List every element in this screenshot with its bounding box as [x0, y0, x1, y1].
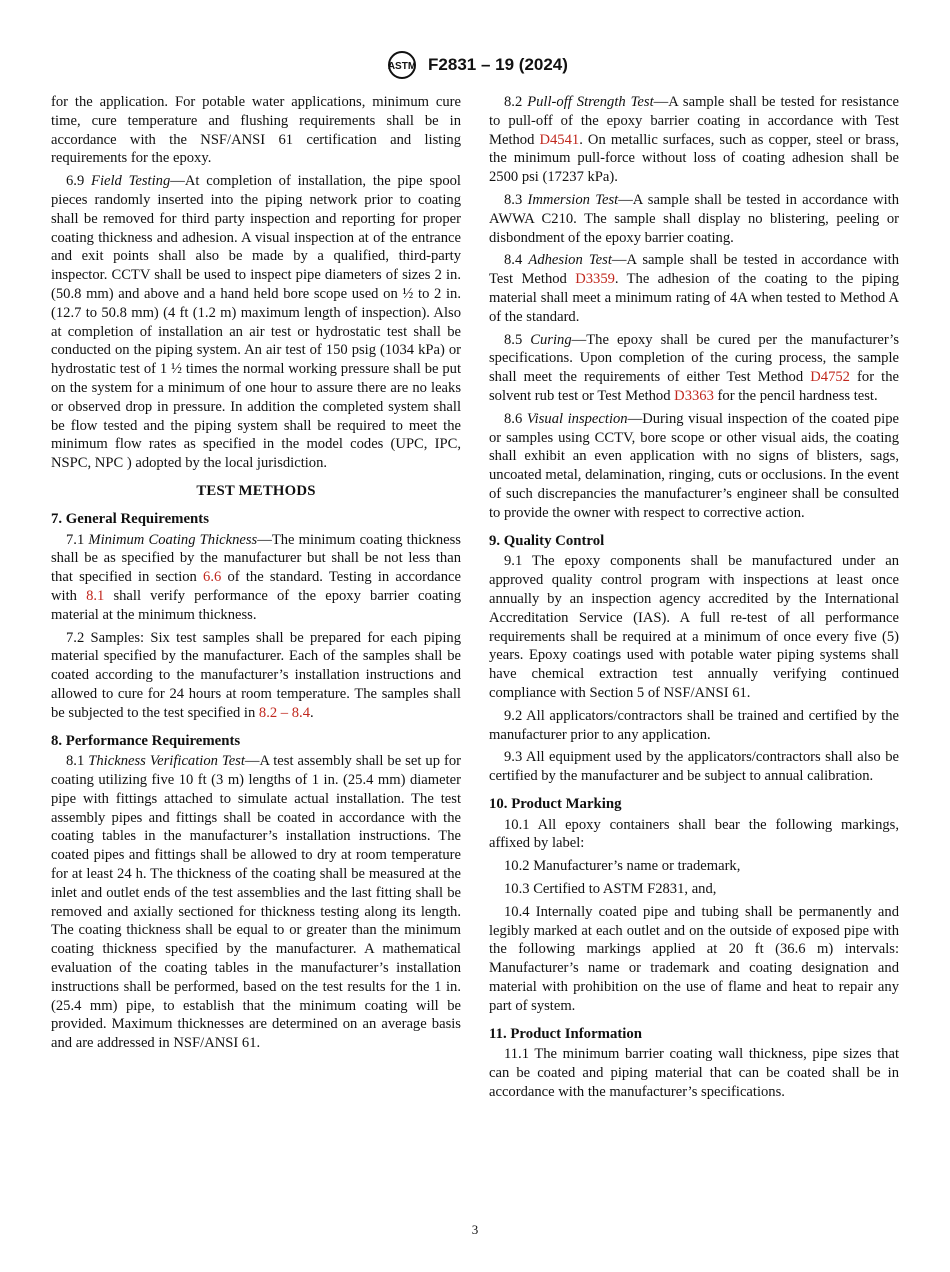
- paragraph-8-5: [489, 331, 899, 406]
- section-title: Immersion Test: [527, 191, 619, 208]
- link-d4541[interactable]: D4541: [539, 131, 580, 148]
- paragraph-text: . On metallic surfaces, such as copper, steel or brass, the minimum pull-force without loss of coating adhesion shall be 2500 psi (17237 kPa).: [489, 131, 899, 186]
- paragraph-text: During visual inspection of the coated pipe or samples using CCTV, bore scope or other visual aids, the coating shall exhibit an even application with no signs of blisters, sags, uncoated metal, delamination, ringing, cuts or occlusions. In the event of such discrepancies the manufacturer’s engineer shall be consulted to provide the owner with respect to corrective action.: [489, 410, 899, 521]
- paragraph-text: A sample shall be tested in accordance with Test Method: [489, 252, 899, 288]
- paragraph-7-1: [51, 531, 461, 625]
- section-number: 8.6: [504, 410, 523, 427]
- link-section-8-2-8-4[interactable]: 8.2 – 8.4: [258, 704, 310, 721]
- section-number: 8.1: [66, 753, 85, 770]
- section-number: 8.2: [504, 94, 523, 110]
- section-dash: —: [170, 173, 185, 190]
- paragraph-8-6: [489, 410, 899, 523]
- paragraph-continued: for the application. For potable water applications, minimum cure time, cure temperature and flushing requirements shall be in accordance with the NSF/ANSI 61 certification and listing requirements for the epoxy.: [51, 94, 461, 167]
- paragraph-8-3: [489, 191, 899, 247]
- section-title: Pull-off Strength Test: [527, 94, 654, 110]
- section-title: Minimum Coating Thickness: [88, 531, 258, 548]
- standard-designation: F2831 – 19 (2024): [428, 55, 568, 74]
- section-title: Thickness Verification Test: [88, 753, 245, 770]
- section-dash: —: [653, 94, 669, 110]
- paragraph-text: of the standard. Testing in accordance with: [51, 569, 462, 604]
- paragraph-8-4: [489, 251, 899, 326]
- paragraph-text: shall verify performance of the epoxy barrier coating material at the minimum thickness.: [51, 587, 461, 623]
- link-section-8-1[interactable]: 8.1: [86, 587, 105, 604]
- paragraph-text: At completion of installation, the pipe spool pieces randomly inserted into the piping network prior to coating shall be removed for third party inspection and reporting for proper coating thickness and adhesion. A visual inspection at of the entrance and exit points shall also be made by a qualified, third-party inspector. CCTV shall be used to inspect pipe diameters of sizes 2 in. (50.8 mm) and above and a hand held bore scope used on ½ to 2 in. (12.7 to 50.8 mm) (4 ft (1.2 m) maximum length of inspection). Also at completion of installation an air test or hydrostatic test shall be conducted on the piping system. An air test of 150 psig (1034 kPa) or hydrostatic test of 1 ½ times the normal working pressure shall be put on the system for a minimum of one hour to assure there are no leaks or observed drop in pressure. In addition the completed system shall be flow tested and the piping system shall be required to meet the minimum flow rates as specified in the model codes (UPC, IPC, NSPC, NPC ) adopted by the local jurisdiction.: [51, 173, 461, 472]
- paragraph-text: A sample shall be tested in accordance with AWWA C210. The sample shall display no blistering, peeling or disbondment of the epoxy barrier coating.: [489, 191, 899, 246]
- section-dash: —: [244, 753, 260, 770]
- paragraph-text: .: [309, 704, 314, 721]
- section-title: Adhesion Test: [528, 252, 612, 269]
- section-dash: —: [611, 252, 627, 269]
- section-number: 7.1: [66, 531, 85, 548]
- paragraph-text: A sample shall be tested for resistance to pull-off of the epoxy barrier coating in accordance with Test Method: [489, 94, 899, 148]
- paragraph-10-2: 10.2 Manufacturer’s name or trademark,: [504, 858, 741, 875]
- paragraph-10-4: 10.4 Internally coated pipe and tubing shall be permanently and legibly marked at each outlet and on the outside of exposed pipe with the following markings applied at 20 ft (36.6 m) intervals: Manufacturer’s name or trademark and coating designation and material with prohibition on the use of flame and heat to repair any part of system.: [489, 903, 899, 1014]
- page-header: [0, 50, 950, 85]
- logo-text: ASTM: [387, 61, 417, 72]
- paragraph-text: for the solvent rub test or Test Method: [489, 369, 899, 404]
- section-9-heading: 9. Quality Control: [489, 532, 605, 549]
- link-d3359[interactable]: D3359: [575, 271, 615, 288]
- paragraph-8-2: [489, 93, 899, 187]
- test-methods-heading: TEST METHODS: [196, 482, 316, 499]
- paragraph-text: . The adhesion of the coating to the piping material shall meet a minimum rating of 4A when tested to Method A of the standard.: [489, 271, 899, 325]
- astm-logo-icon: [382, 50, 422, 80]
- link-d3363[interactable]: D3363: [674, 387, 714, 404]
- paragraph-text: 7.2 Samples: Six test samples shall be prepared for each piping material specified by the manufacturer. Each of the samples shall be coated according to the manufacturer’s installation instructions and allowed to cure for 24 hours at room temperature. The samples shall be subjected to the test specified in: [51, 629, 461, 721]
- section-title: Visual inspection: [526, 410, 628, 427]
- paragraph-9-1: 9.1 The epoxy components shall be manufactured under an approved quality control program with inspections at least once annually by an inspection agency accredited by the International Accreditation Service (IAS). A full re-test of all performance requirements shall be required at a minimum of once every five (5) years. Epoxy coatings used with potable water piping systems shall have chemical extraction test annually verifying continued compliance with Section 5 of NSF/ANSI 61.: [489, 553, 899, 701]
- link-d4752[interactable]: D4752: [810, 369, 850, 386]
- paragraph-text: A test assembly shall be set up for coating utilizing five 10 ft (3 m) lengths of 1 in. (25.4 mm) diameter pipe with fittings attached to simulate actual installation. The test assembly pipes and fittings shall be coated in accordance with the coating tables in the manufacturer’s installation instructions. The coated pipes and fittings shall be allowed to dry at room temperature for at least 24 h. The thickness of the coating shall be measured at the inlet and outlet ends of the test assemblies and the last fitting shall be removed and axially sectioned for thickness testing along its length. The coating thickness shall be equal to or greater than the minimum coating thickness specified by the manufacturer. A mathematical evaluation of the coating tables in the manufacturer’s installation instructions shall be performed, based on the test results for the 1 in. (25.4 mm) pipe, to establish that the minimum coating will be provided. Maximum thicknesses are determined on an average basis and are addressed in NSF/ANSI 61.: [51, 753, 462, 1052]
- paragraph-8-1: [51, 752, 461, 1053]
- paragraph-10-1: 10.1 All epoxy containers shall bear the following markings, affixed by label:: [489, 816, 899, 852]
- section-dash: —: [618, 191, 633, 208]
- page-number: 3: [471, 1222, 479, 1237]
- section-8-heading: 8. Performance Requirements: [51, 732, 241, 749]
- section-10-heading: 10. Product Marking: [489, 795, 622, 812]
- paragraph-9-2: 9.2 All applicators/contractors shall be trained and certified by the manufacturer prior to any application.: [489, 707, 899, 743]
- section-number: 8.5: [504, 331, 523, 348]
- link-section-6-6[interactable]: 6.6: [203, 569, 222, 586]
- section-number: 6.9: [66, 173, 85, 190]
- section-dash: —: [571, 331, 587, 348]
- paragraph-11-1: 11.1 The minimum barrier coating wall thickness, pipe sizes that can be coated and piping material that can be coated shall be in accordance with the manufacturer’s specifications.: [489, 1046, 899, 1101]
- paragraph-6-9: [51, 172, 461, 473]
- paragraph-text: The epoxy shall be cured per the manufacturer’s specifications. Upon completion of the curing process, the sample shall meet the requirements of either Test Method: [489, 331, 899, 386]
- section-11-heading: 11. Product Information: [489, 1025, 643, 1042]
- section-number: 8.4: [504, 252, 523, 269]
- paragraph-7-2: [51, 629, 461, 723]
- section-title: Field Testing: [91, 173, 171, 190]
- paragraph-9-3: 9.3 All equipment used by the applicators/contractors shall also be certified by the manufacturer and be subject to annual calibration.: [489, 749, 899, 785]
- left-column: [51, 93, 461, 1057]
- paragraph-text: The minimum coating thickness shall be as specified by the manufacturer but shall be not less than that specified in section: [51, 531, 461, 586]
- paragraph-10-3: 10.3 Certified to ASTM F2831, and,: [504, 881, 717, 898]
- section-7-heading: 7. General Requirements: [51, 510, 209, 527]
- right-column: [489, 93, 899, 1106]
- paragraph-text: for the pencil hardness test.: [713, 387, 878, 404]
- section-dash: —: [257, 531, 272, 548]
- section-dash: —: [627, 410, 643, 427]
- section-number: 8.3: [504, 191, 523, 208]
- section-title: Curing: [530, 331, 572, 348]
